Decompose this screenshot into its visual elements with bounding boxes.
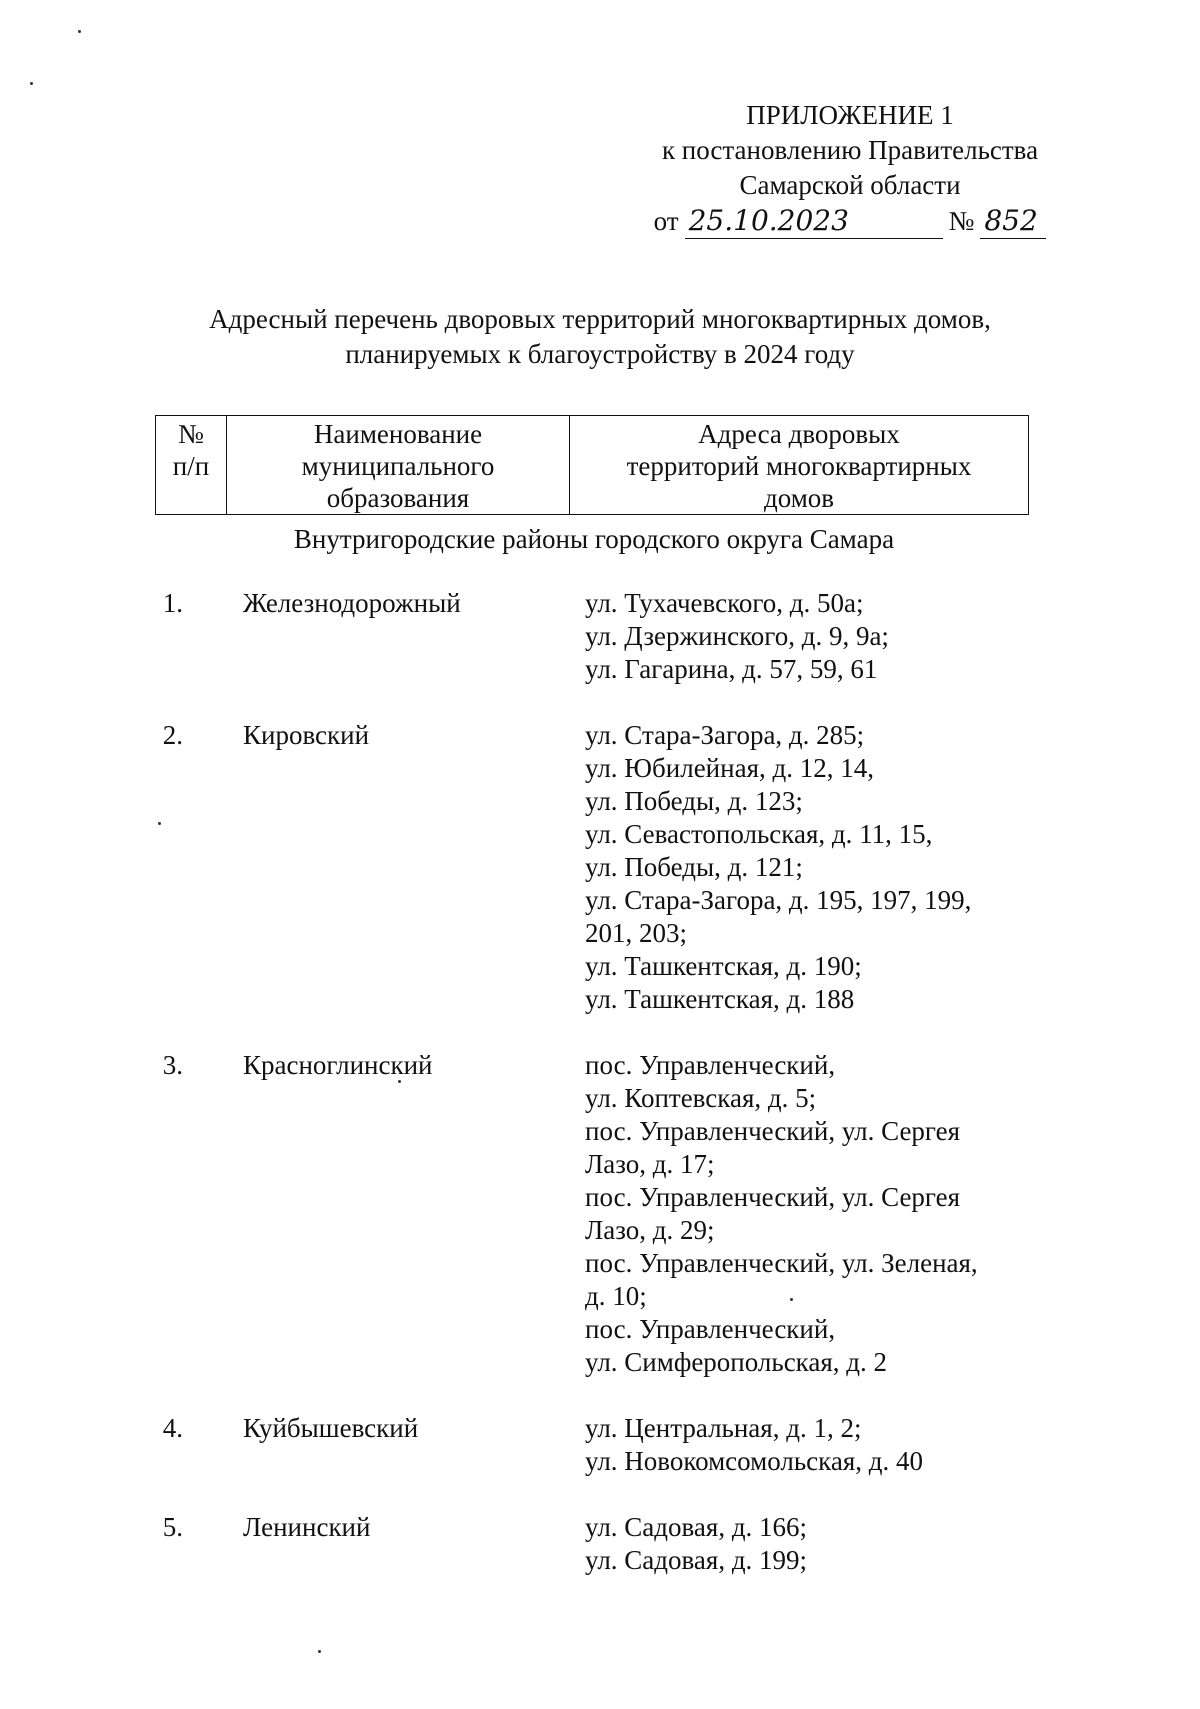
header-col-municipality-line: образования [326,483,470,513]
address-line: ул. Дзержинского, д. 9, 9а; [585,621,889,651]
address-line: ул. Стара-Загора, д. 285; [585,720,865,750]
list-item [0,1511,1200,1577]
scan-speck [158,822,161,825]
address-line: Лазо, д. 29; [585,1215,715,1245]
scan-speck [30,82,33,85]
address-line: пос. Управленческий, [585,1314,836,1344]
header-col-addresses-line: Адреса дворовых [698,419,900,449]
header-col-number [156,416,227,515]
header-col-municipality [227,416,570,515]
address-list [0,587,1200,1610]
row-municipality: Куйбышевский [243,1413,419,1443]
address-line: ул. Юбилейная, д. 12, 14, [585,753,874,783]
row-addresses [585,719,1015,1016]
address-line: ул. Центральная, д. 1, 2; [585,1413,862,1443]
address-line: пос. Управленческий, ул. Сергея [585,1182,961,1212]
list-item [0,1049,1200,1379]
row-municipality: Кировский [243,720,370,750]
scan-speck [398,1080,401,1083]
appendix-region-line: Самарской области [739,170,961,200]
header-col-number-line: № [178,419,204,449]
address-line: пос. Управленческий, [585,1050,836,1080]
header-col-addresses-line: территорий многоквартирных [626,451,972,481]
address-line: ул. Гагарина, д. 57, 59, 61 [585,654,878,684]
list-item [0,719,1200,1016]
row-municipality: Красноглинский [243,1050,433,1080]
number-prefix: № [948,206,975,236]
address-line: пос. Управленческий, ул. Сергея [585,1116,961,1146]
header-col-municipality-line: Наименование [313,419,483,449]
header-col-municipality-line: муниципального [301,451,495,481]
date-prefix: от [653,206,679,236]
document-title [100,302,1100,372]
row-addresses [585,1412,1015,1478]
row-addresses [585,1511,1015,1577]
row-number: 2. [162,720,183,750]
row-addresses [585,1049,1015,1379]
address-line: ул. Победы, д. 121; [585,852,803,882]
address-line: ул. Ташкентская, д. 190; [585,951,862,981]
table-header [155,415,1029,515]
address-line: ул. Ташкентская, д. 188 [585,984,855,1014]
handwritten-number: 852 [980,203,1046,239]
address-line: ул. Садовая, д. 166; [585,1512,808,1542]
row-number: 3. [162,1050,183,1080]
scan-speck [790,1298,793,1301]
address-line: 201, 203; [585,918,688,948]
list-item [0,587,1200,686]
address-line: ул. Севастопольская, д. 11, 15, [585,819,933,849]
row-municipality: Железнодорожный [243,588,461,618]
address-line: ул. Новокомсомольская, д. 40 [585,1446,923,1476]
address-line: ул. Тухачевского, д. 50а; [585,588,864,618]
scan-speck [78,30,81,33]
address-line: пос. Управленческий, ул. Зеленая, [585,1248,978,1278]
address-line: ул. Коптевская, д. 5; [585,1083,817,1113]
row-addresses [585,587,1015,686]
appendix-resolution-line: к постановлению Правительства [661,135,1039,165]
address-line: ул. Симферопольская, д. 2 [585,1347,888,1377]
header-col-addresses-line: домов [763,483,835,513]
title-line-1: Адресный перечень дворовых территорий многоквартирных домов, [209,304,991,334]
list-item [0,1412,1200,1478]
handwritten-date: 25.10.2023 [685,203,943,239]
header-col-addresses [570,416,1029,515]
row-number: 1. [162,588,183,618]
scan-speck [318,1650,321,1653]
appendix-header [620,98,1080,239]
address-line: ул. Стара-Загора, д. 195, 197, 199, [585,885,972,915]
section-title: Внутригородские районы городского округа Самара [293,524,895,554]
address-line: ул. Садовая, д. 199; [585,1545,808,1575]
row-number: 5. [162,1512,183,1542]
row-number: 4. [162,1413,183,1443]
address-line: ул. Победы, д. 123; [585,786,803,816]
address-line: д. 10; [585,1281,647,1311]
row-municipality: Ленинский [243,1512,371,1542]
date-number-line [620,203,1080,239]
header-col-number-line: п/п [172,451,210,481]
title-line-2: планируемых к благоустройству в 2024 году [345,339,855,369]
address-line: Лазо, д. 17; [585,1149,715,1179]
appendix-title: ПРИЛОЖЕНИЕ 1 [746,100,954,130]
